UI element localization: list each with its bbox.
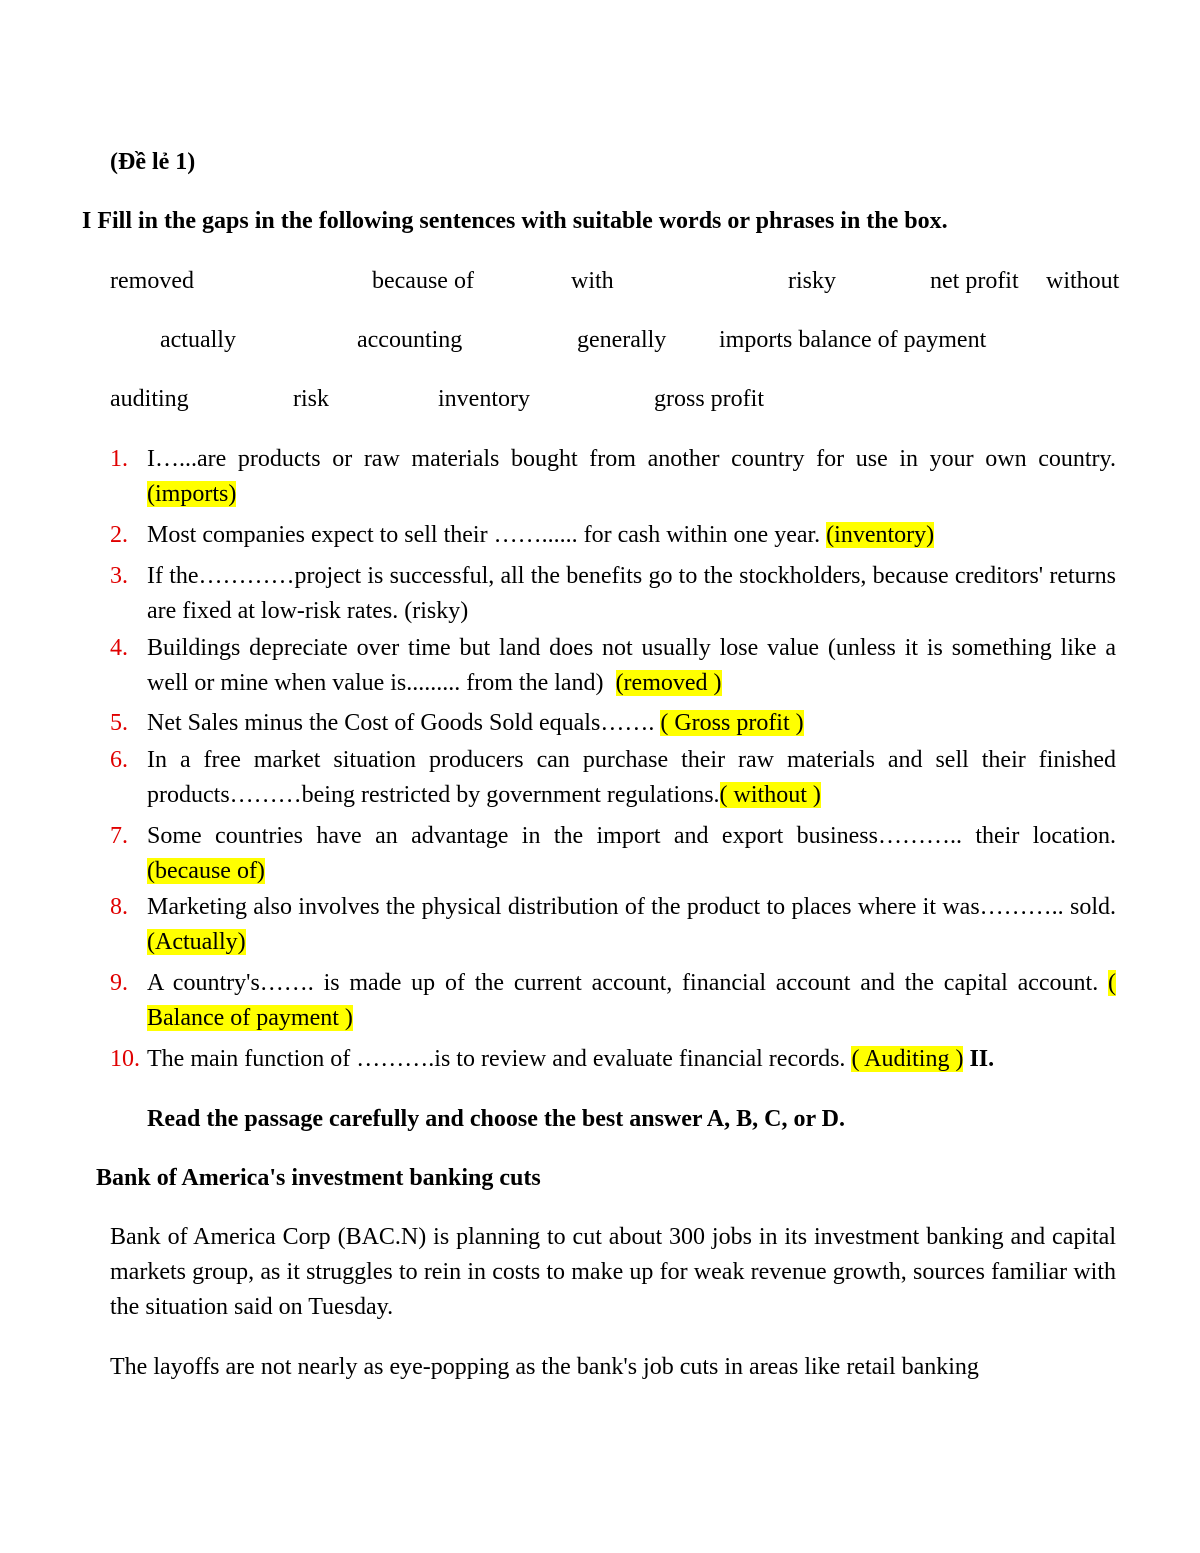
question-text: The main function of ……….is to review and evaluate financial records. — [147, 1046, 846, 1072]
section2-number: II. — [969, 1046, 995, 1072]
question-text: Most companies expect to sell their ……...... for cash within one year. — [147, 522, 821, 548]
word-inventory: inventory — [438, 386, 530, 412]
question-number: 6. — [110, 747, 128, 773]
word-removed: removed — [110, 268, 194, 294]
question-number: 5. — [110, 710, 128, 736]
question-text: Marketing also involves the physical distribution of the product to places where it was……….. sold. — [147, 894, 1116, 920]
question-item — [110, 442, 1116, 512]
answer-highlight: (inventory) — [826, 522, 935, 548]
question-item — [110, 1042, 1116, 1077]
word-auditing: auditing — [110, 386, 189, 412]
word-net-profit: net profit — [930, 268, 1019, 294]
word-risk: risk — [293, 386, 329, 412]
answer-highlight: (imports) — [147, 481, 237, 507]
question-item — [110, 559, 1116, 629]
answer-highlight: ( without ) — [719, 782, 821, 808]
question-item — [110, 518, 1116, 553]
question-text: Net Sales minus the Cost of Goods Sold equals……. — [147, 710, 655, 736]
question-text: In a free market situation producers can purchase their raw materials and sell their finished products………being restricted by government regulations. — [147, 747, 1116, 808]
question-number: 10. — [110, 1046, 140, 1072]
answer-highlight: (Actually) — [147, 929, 246, 955]
section1-title: I Fill in the gaps in the following sentences with suitable words or phrases in the box. — [82, 208, 948, 234]
answer-highlight: ( Auditing ) — [851, 1046, 964, 1072]
question-item — [110, 890, 1116, 960]
question-text: A country's……. is made up of the current account, financial account and the capital account. — [147, 970, 1099, 996]
question-number: 8. — [110, 894, 128, 920]
answer-highlight: (because of) — [147, 858, 265, 884]
word-with: with — [571, 268, 614, 294]
word-actually: actually — [160, 327, 236, 353]
word-generally: generally — [577, 327, 667, 353]
passage-paragraph: Bank of America Corp (BAC.N) is planning to cut about 300 jobs in its investment banking and capital markets group, as it struggles to rein in costs to make up for weak revenue growth, sources familiar with the situation said on Tuesday. — [110, 1224, 1116, 1320]
word-without: without — [1046, 268, 1120, 294]
word-imports-balance-of-payment: imports balance of payment — [719, 327, 987, 353]
question-item — [110, 819, 1116, 889]
answer-highlight: ( Balance of payment ) — [147, 970, 1117, 1031]
question-item — [110, 706, 1116, 741]
question-number: 7. — [110, 823, 128, 849]
question-number: 3. — [110, 563, 128, 589]
question-number: 9. — [110, 970, 128, 996]
question-text: Some countries have an advantage in the import and export business……….. their location. — [147, 823, 1116, 849]
answer-highlight: (removed ) — [615, 670, 722, 696]
question-text: I…...are products or raw materials bought from another country for use in your own country. — [147, 446, 1116, 472]
passage-paragraph: The layoffs are not nearly as eye-popping as the bank's job cuts in areas like retail banking — [110, 1354, 979, 1380]
question-item — [110, 631, 1116, 701]
question-number: 4. — [110, 635, 128, 661]
word-gross-profit: gross profit — [654, 386, 764, 412]
question-number: 2. — [110, 522, 128, 548]
question-number: 1. — [110, 446, 128, 472]
question-text: Buildings depreciate over time but land does not usually lose value (unless it is something like a well or mine when value is......... from the land) — [147, 635, 1116, 696]
passage-title: Bank of America's investment banking cuts — [96, 1165, 541, 1191]
question-item — [110, 743, 1116, 813]
answer-highlight: ( Gross profit ) — [660, 710, 804, 736]
exam-header: (Đề lẻ 1) — [110, 149, 196, 175]
word-because-of: because of — [372, 268, 474, 294]
question-item — [110, 966, 1116, 1036]
section2-instruction: Read the passage carefully and choose the best answer A, B, C, or D. — [147, 1106, 846, 1132]
word-risky: risky — [788, 268, 836, 294]
question-text: If the…………project is successful, all the benefits go to the stockholders, because creditors' returns are fixed at low-risk rates. (risky) — [147, 563, 1116, 624]
word-accounting: accounting — [357, 327, 463, 353]
